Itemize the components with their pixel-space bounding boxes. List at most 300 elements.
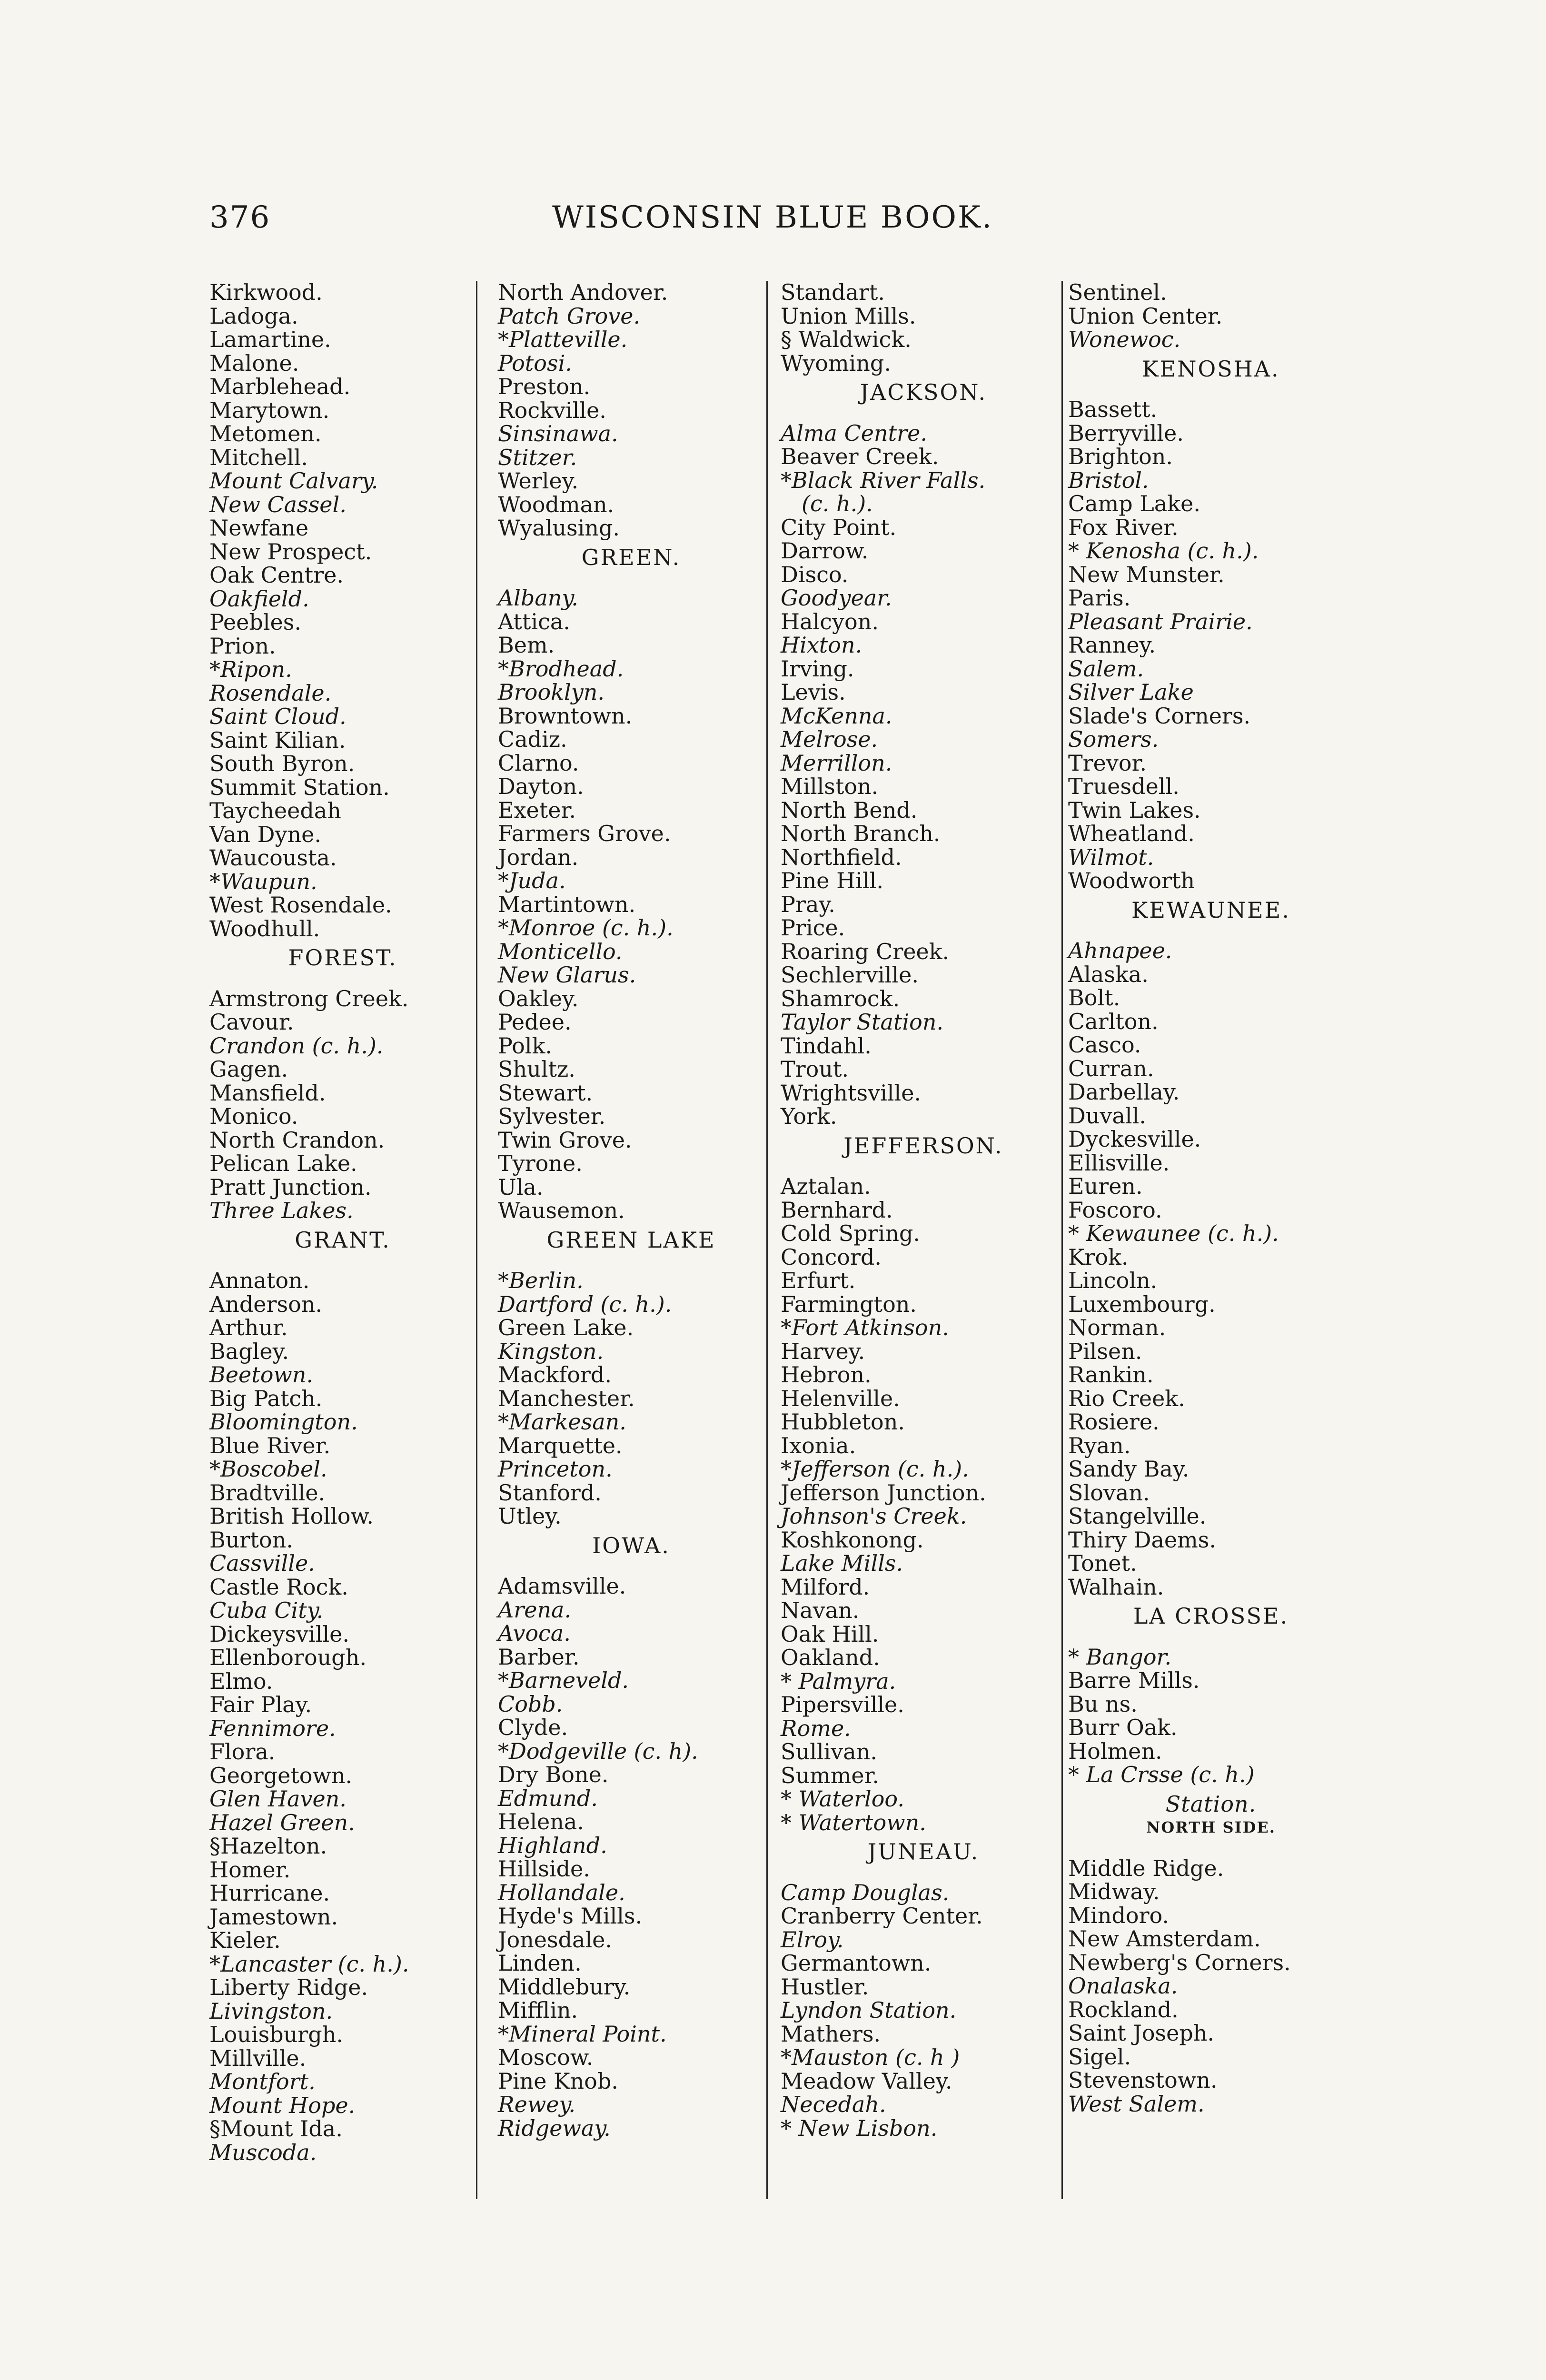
- place-entry: Berryville.: [1068, 420, 1184, 446]
- place-entry: Meadow Valley.: [781, 2068, 952, 2094]
- place-entry: Johnson's Creek.: [781, 1503, 967, 1529]
- place-entry: Tyrone.: [498, 1150, 583, 1176]
- place-entry: Halcyon.: [781, 608, 879, 635]
- place-entry: Taycheedah: [209, 798, 341, 823]
- subsection-label: NORTH SIDE.: [1146, 1818, 1276, 1836]
- place-entry: Gagen.: [209, 1056, 288, 1082]
- place-entry: *Jefferson (c. h.).: [781, 1456, 969, 1482]
- column-3: [781, 281, 1066, 2140]
- place-entry: Jonesdale.: [498, 1926, 613, 1953]
- place-entry: Cassville.: [209, 1550, 315, 1576]
- county-heading: GREEN LAKE: [546, 1227, 716, 1253]
- place-entry: Glen Haven.: [209, 1786, 347, 1812]
- place-entry: Barber.: [498, 1644, 580, 1670]
- place-entry: Euren.: [1068, 1173, 1143, 1199]
- column-2: [498, 281, 764, 2140]
- place-entry: Jordan.: [498, 844, 579, 870]
- place-entry: West Salem.: [1068, 2091, 1205, 2117]
- place-entry: Avoca.: [498, 1620, 571, 1646]
- place-entry: Holmen.: [1068, 1738, 1162, 1764]
- place-entry: Union Center.: [1068, 303, 1223, 329]
- place-entry: McKenna.: [781, 703, 892, 729]
- place-entry: Disco.: [781, 561, 849, 587]
- place-entry: Mitchell.: [209, 444, 308, 470]
- place-entry: *Dodgeville (c. h).: [498, 1738, 698, 1764]
- place-entry: Attica.: [498, 608, 570, 635]
- place-entry: Pelican Lake.: [209, 1150, 357, 1176]
- place-entry: Marytown.: [209, 397, 330, 423]
- place-entry: Dry Bone.: [498, 1762, 609, 1787]
- place-entry: Ranney.: [1068, 632, 1156, 658]
- place-entry: Lamartine.: [209, 327, 331, 352]
- place-entry: Patch Grove.: [498, 303, 641, 329]
- place-entry: Ryan.: [1068, 1432, 1131, 1458]
- subsection-heading: Station.: [1165, 1791, 1257, 1817]
- place-entry: Rankin.: [1068, 1362, 1154, 1388]
- place-entry: *Mineral Point.: [498, 2021, 667, 2047]
- place-entry: Saint Cloud.: [209, 704, 347, 729]
- place-entry: Hillside.: [498, 1856, 590, 1882]
- place-entry: Trevor.: [1068, 750, 1147, 776]
- place-entry: *Berlin.: [498, 1268, 584, 1293]
- place-entry: Lyndon Station.: [781, 1997, 957, 2023]
- place-entry: North Branch.: [781, 821, 941, 846]
- place-entry: Liberty Ridge.: [209, 1974, 368, 2000]
- place-entry: Curran.: [1068, 1055, 1154, 1081]
- place-entry: Cold Spring.: [781, 1220, 921, 1246]
- place-entry: Dartford (c. h.).: [498, 1291, 672, 1317]
- place-entry: Mount Hope.: [209, 2092, 356, 2118]
- place-entry: Green Lake.: [498, 1315, 634, 1340]
- place-entry: Polk.: [498, 1032, 552, 1059]
- place-entry: Louisburgh.: [209, 2022, 343, 2047]
- place-entry: Beetown.: [209, 1362, 314, 1388]
- place-entry: Newberg's Corners.: [1068, 1949, 1291, 1975]
- place-entry: Walhain.: [1068, 1574, 1164, 1600]
- place-entry: Princeton.: [498, 1456, 613, 1482]
- place-entry: Aztalan.: [781, 1173, 871, 1199]
- place-entry: Homer.: [209, 1856, 291, 1883]
- place-entry: Mackford.: [498, 1362, 612, 1388]
- place-entry: Krok.: [1068, 1244, 1129, 1270]
- place-entry: Muscoda.: [209, 2139, 317, 2165]
- place-entry: Cobb.: [498, 1691, 563, 1717]
- place-entry: Mifflin.: [498, 1997, 578, 2023]
- county-heading: KENOSHA.: [1142, 356, 1280, 382]
- place-entry: Ellenborough.: [209, 1645, 367, 1670]
- place-entry: Erfurt.: [781, 1268, 856, 1293]
- place-entry: Jamestown.: [209, 1904, 338, 1930]
- place-entry: Wonewoc.: [1068, 327, 1181, 352]
- place-entry: Farmers Grove.: [498, 821, 671, 846]
- place-entry: Castle Rock.: [209, 1574, 348, 1600]
- place-entry: Martintown.: [498, 891, 636, 917]
- place-entry: Oakley.: [498, 985, 579, 1012]
- place-entry: Alma Centre.: [781, 420, 927, 446]
- place-entry: Ula.: [498, 1174, 544, 1200]
- column-divider: [1061, 281, 1063, 2199]
- place-entry: Somers.: [1068, 726, 1159, 752]
- place-entry: Blue River.: [209, 1432, 331, 1458]
- place-entry: Rosiere.: [1068, 1409, 1160, 1435]
- place-entry: Mansfield.: [209, 1080, 326, 1106]
- place-entry: Waucousta.: [209, 845, 337, 871]
- place-entry: Newfane: [209, 515, 309, 541]
- place-entry: Pratt Junction.: [209, 1174, 372, 1200]
- county-heading: JUNEAU.: [867, 1839, 980, 1864]
- running-title: WISCONSIN BLUE BOOK.: [552, 200, 993, 235]
- place-entry: British Hollow.: [209, 1503, 374, 1529]
- place-entry: Sechlerville.: [781, 962, 919, 988]
- place-entry: Oak Centre.: [209, 562, 344, 588]
- place-entry: Salem.: [1068, 655, 1144, 682]
- place-entry: Rosendale.: [209, 680, 332, 706]
- place-entry: Pilsen.: [1068, 1338, 1142, 1364]
- place-entry: Trout.: [781, 1056, 849, 1082]
- place-entry: Paris.: [1068, 585, 1131, 611]
- place-entry: Navan.: [781, 1597, 860, 1623]
- column-4: [1068, 281, 1354, 2116]
- place-entry: § Waldwick.: [781, 327, 912, 352]
- place-entry: Monico.: [209, 1103, 298, 1129]
- place-entry: Georgetown.: [209, 1762, 353, 1788]
- place-entry: *Fort Atkinson.: [781, 1315, 949, 1340]
- place-entry: Marquette.: [498, 1432, 623, 1458]
- place-entry: Flora.: [209, 1739, 276, 1765]
- place-entry: Norman.: [1068, 1315, 1166, 1340]
- place-entry: * Waterloo.: [781, 1786, 904, 1812]
- place-entry: *Brodhead.: [498, 655, 624, 682]
- place-entry: Dyckesville.: [1068, 1126, 1201, 1152]
- place-entry: *Waupun.: [209, 868, 317, 894]
- place-entry: New Amsterdam.: [1068, 1926, 1261, 1952]
- place-entry: Jefferson Junction.: [781, 1479, 986, 1506]
- place-entry: Stangelville.: [1068, 1503, 1207, 1529]
- place-entry: Bolt.: [1068, 985, 1120, 1011]
- place-entry: §Hazelton.: [209, 1833, 327, 1859]
- place-entry: Cuba City.: [209, 1597, 324, 1623]
- place-entry: Linden.: [498, 1950, 582, 1976]
- place-entry: Kieler.: [209, 1927, 281, 1953]
- place-entry: (c. h.).: [802, 491, 873, 516]
- place-entry: Merrillon.: [781, 750, 892, 776]
- place-entry: Fair Play.: [209, 1692, 312, 1717]
- place-entry: Wyoming.: [781, 350, 891, 376]
- county-heading: FOREST.: [288, 945, 397, 971]
- place-entry: Exeter.: [498, 797, 576, 823]
- place-entry: Hebron.: [781, 1362, 872, 1388]
- place-entry: Rewey.: [498, 2092, 575, 2117]
- place-entry: Rockland.: [1068, 1996, 1179, 2023]
- place-entry: Hixton.: [781, 632, 862, 658]
- place-entry: Alaska.: [1068, 961, 1149, 987]
- place-entry: Wilmot.: [1068, 844, 1154, 870]
- county-heading: KEWAUNEE.: [1131, 897, 1290, 923]
- place-entry: Twin Grove.: [498, 1127, 632, 1153]
- place-entry: Livingston.: [209, 1998, 333, 2024]
- place-entry: North Bend.: [781, 797, 918, 823]
- place-entry: * New Lisbon.: [781, 2115, 938, 2141]
- place-entry: Beaver Creek.: [781, 444, 939, 469]
- place-entry: Browntown.: [498, 703, 633, 729]
- place-entry: Darbellay.: [1068, 1079, 1180, 1105]
- place-entry: Wyalusing.: [498, 515, 620, 541]
- place-entry: Ahnapee.: [1068, 938, 1172, 963]
- place-entry: York.: [781, 1103, 837, 1129]
- place-entry: Woodhull.: [209, 915, 320, 942]
- place-entry: Luxembourg.: [1068, 1291, 1216, 1317]
- place-entry: *Mauston (c. h ): [781, 2044, 960, 2070]
- place-entry: Slade's Corners.: [1068, 703, 1251, 729]
- place-entry: Ellisville.: [1068, 1150, 1170, 1176]
- place-entry: Summer.: [781, 1762, 880, 1788]
- place-entry: Camp Douglas.: [781, 1879, 950, 1905]
- place-entry: Mindoro.: [1068, 1902, 1169, 1928]
- place-entry: City Point.: [781, 514, 897, 540]
- place-entry: Bradtville.: [209, 1479, 326, 1506]
- place-entry: Oakland.: [781, 1645, 880, 1670]
- place-entry: Ridgeway.: [498, 2115, 611, 2141]
- place-entry: * Watertown.: [781, 1809, 926, 1835]
- place-entry: Thiry Daems.: [1068, 1527, 1216, 1553]
- place-entry: Mathers.: [781, 2021, 881, 2047]
- place-entry: Wrightsville.: [781, 1080, 922, 1106]
- page-number: 376: [209, 200, 271, 235]
- place-entry: Germantown.: [781, 1950, 932, 1976]
- place-entry: Bagley.: [209, 1338, 289, 1364]
- place-entry: Lake Mills.: [781, 1550, 903, 1576]
- place-entry: Helena.: [498, 1809, 584, 1835]
- place-entry: Oakfield.: [209, 585, 309, 612]
- place-entry: Fennimore.: [209, 1715, 336, 1741]
- place-entry: Irving.: [781, 655, 854, 682]
- place-entry: Utley.: [498, 1503, 562, 1529]
- place-entry: Melrose.: [781, 726, 878, 752]
- place-entry: Millston.: [781, 774, 879, 799]
- place-entry: Taylor Station.: [781, 1009, 944, 1035]
- place-entry: Kingston.: [498, 1338, 604, 1364]
- place-entry: Farmington.: [781, 1291, 917, 1317]
- place-entry: New Prospect.: [209, 538, 372, 565]
- place-entry: Bristol.: [1068, 467, 1149, 493]
- place-entry: Price.: [781, 915, 845, 941]
- place-entry: *Black River Falls.: [781, 467, 986, 493]
- place-entry: Saint Kilian.: [209, 727, 346, 753]
- place-entry: * La Crsse (c. h.): [1068, 1762, 1255, 1787]
- place-entry: *Lancaster (c. h.).: [209, 1951, 409, 1977]
- place-entry: Pipersville.: [781, 1692, 904, 1717]
- place-entry: Adamsville.: [498, 1573, 626, 1599]
- place-entry: Stevenstown.: [1068, 2067, 1218, 2093]
- column-divider: [766, 281, 768, 2199]
- place-entry: Werley.: [498, 468, 579, 494]
- place-entry: * Bangor.: [1068, 1644, 1172, 1670]
- place-entry: Preston.: [498, 374, 591, 399]
- place-entry: Midway.: [1068, 1879, 1160, 1904]
- place-entry: Crandon (c. h.).: [209, 1032, 384, 1059]
- county-heading: GRANT.: [295, 1227, 391, 1253]
- place-entry: Shultz.: [498, 1056, 575, 1082]
- place-entry: Prion.: [209, 633, 276, 659]
- county-heading: JEFFERSON.: [843, 1132, 1003, 1159]
- place-entry: Hurricane.: [209, 1880, 330, 1906]
- place-entry: Kirkwood.: [209, 279, 323, 305]
- place-entry: Cavour.: [209, 1009, 294, 1035]
- place-entry: Pine Knob.: [498, 2068, 618, 2094]
- place-entry: Arthur.: [209, 1315, 288, 1340]
- county-heading: GREEN.: [581, 544, 681, 570]
- place-entry: Potosi.: [498, 350, 572, 376]
- place-entry: Van Dyne.: [209, 821, 322, 847]
- place-entry: Saint Joseph.: [1068, 2020, 1215, 2046]
- place-entry: Concord.: [781, 1244, 882, 1270]
- place-entry: Albany.: [498, 585, 578, 611]
- place-entry: Cadiz.: [498, 726, 567, 752]
- place-entry: Cranberry Center.: [781, 1903, 983, 1929]
- place-entry: Pine Hill.: [781, 868, 884, 893]
- place-entry: Moscow.: [498, 2044, 594, 2070]
- place-entry: Bernhard.: [781, 1197, 893, 1223]
- place-entry: Anderson.: [209, 1291, 323, 1317]
- place-entry: Casco.: [1068, 1032, 1141, 1058]
- place-entry: Stewart.: [498, 1080, 593, 1106]
- place-entry: *Juda.: [498, 868, 566, 893]
- place-entry: New Munster.: [1068, 561, 1225, 587]
- place-entry: Union Mills.: [781, 303, 916, 329]
- page-header: [209, 190, 1066, 248]
- place-entry: Dickeysville.: [209, 1621, 350, 1647]
- place-entry: Rome.: [781, 1715, 851, 1741]
- place-entry: Monticello.: [498, 938, 623, 964]
- place-entry: Tonet.: [1068, 1550, 1137, 1576]
- place-entry: Dayton.: [498, 774, 584, 799]
- place-entry: Hustler.: [781, 1973, 869, 2000]
- place-entry: Middlebury.: [498, 1973, 631, 2000]
- place-entry: Milford.: [781, 1574, 870, 1600]
- place-entry: Clyde.: [498, 1715, 568, 1740]
- place-entry: Armstrong Creek.: [209, 985, 409, 1012]
- place-entry: Stitzer.: [498, 444, 577, 470]
- place-entry: Levis.: [781, 679, 846, 705]
- place-entry: *Platteville.: [498, 327, 628, 352]
- place-entry: Lincoln.: [1068, 1268, 1158, 1293]
- place-entry: Middle Ridge.: [1068, 1855, 1224, 1881]
- place-entry: Big Patch.: [209, 1385, 323, 1411]
- place-entry: Hyde's Mills.: [498, 1903, 643, 1929]
- place-entry: Darrow.: [781, 538, 869, 564]
- place-entry: Slovan.: [1068, 1479, 1150, 1506]
- place-entry: Pedee.: [498, 1009, 572, 1035]
- place-entry: Onalaska.: [1068, 1973, 1178, 1999]
- place-entry: New Cassel.: [209, 491, 347, 517]
- place-entry: Oak Hill.: [781, 1621, 879, 1647]
- place-entry: Manchester.: [498, 1385, 635, 1411]
- place-entry: Wheatland.: [1068, 821, 1195, 846]
- place-entry: Hollandale.: [498, 1879, 625, 1905]
- place-entry: *Barneveld.: [498, 1667, 629, 1693]
- place-entry: Stanford.: [498, 1479, 602, 1506]
- place-entry: Arena.: [498, 1597, 572, 1623]
- county-heading: IOWA.: [592, 1532, 670, 1558]
- place-entry: Sentinel.: [1068, 279, 1167, 305]
- place-entry: *Boscobel.: [209, 1456, 327, 1482]
- place-entry: §Mount Ida.: [209, 2116, 343, 2142]
- column-1: [209, 281, 476, 2164]
- place-entry: Marblehead.: [209, 374, 351, 399]
- place-entry: Bloomington.: [209, 1409, 358, 1435]
- place-entry: Metomen.: [209, 421, 322, 446]
- place-entry: Tindahl.: [781, 1032, 872, 1059]
- county-heading: LA CROSSE.: [1133, 1603, 1289, 1629]
- place-entry: South Byron.: [209, 751, 355, 776]
- place-entry: Elroy.: [781, 1926, 844, 1953]
- place-entry: Carlton.: [1068, 1008, 1159, 1034]
- place-entry: Goodyear.: [781, 585, 892, 611]
- place-entry: Peebles.: [209, 609, 301, 635]
- place-entry: Pleasant Prairie.: [1068, 608, 1253, 635]
- place-entry: Clarno.: [498, 750, 579, 776]
- column-divider: [476, 281, 477, 2199]
- place-entry: Sinsinawa.: [498, 421, 618, 446]
- place-entry: Helenville.: [781, 1385, 900, 1411]
- place-entry: Montfort.: [209, 2069, 316, 2094]
- place-entry: * Kewaunee (c. h.).: [1068, 1220, 1279, 1246]
- place-entry: Woodman.: [498, 491, 614, 517]
- place-entry: Millville.: [209, 2045, 307, 2071]
- place-entry: Annaton.: [209, 1268, 310, 1293]
- place-entry: Truesdell.: [1068, 774, 1179, 799]
- place-entry: Edmund.: [498, 1785, 598, 1811]
- place-entry: Necedah.: [781, 2092, 886, 2117]
- place-entry: Silver Lake: [1068, 679, 1194, 705]
- place-entry: Sylvester.: [498, 1103, 606, 1129]
- place-entry: Highland.: [498, 1832, 607, 1858]
- place-entry: Elmo.: [209, 1668, 273, 1694]
- place-entry: Harvey.: [781, 1338, 865, 1364]
- place-entry: New Glarus.: [498, 962, 636, 988]
- place-entry: Rockville.: [498, 397, 606, 423]
- place-entry: Brighton.: [1068, 444, 1173, 469]
- place-entry: Mount Calvary.: [209, 468, 378, 494]
- place-entry: Foscoro.: [1068, 1197, 1162, 1223]
- place-entry: Barre Mills.: [1068, 1667, 1200, 1693]
- place-entry: Shamrock.: [781, 985, 900, 1012]
- place-entry: Camp Lake.: [1068, 491, 1200, 516]
- place-entry: *Ripon.: [209, 656, 292, 682]
- place-entry: Hazel Green.: [209, 1809, 355, 1835]
- place-entry: *Monroe (c. h.).: [498, 915, 674, 941]
- place-entry: * Palmyra.: [781, 1668, 896, 1694]
- place-entry: Woodworth: [1068, 868, 1195, 893]
- place-entry: Summit Station.: [209, 774, 390, 800]
- county-heading: JACKSON.: [860, 379, 987, 405]
- place-entry: Three Lakes.: [209, 1198, 354, 1223]
- place-entry: Rio Creek.: [1068, 1385, 1185, 1411]
- place-entry: Duvall.: [1068, 1102, 1146, 1129]
- place-entry: Wausemon.: [498, 1198, 625, 1223]
- place-entry: North Crandon.: [209, 1127, 385, 1153]
- place-entry: Fox River.: [1068, 514, 1179, 540]
- place-entry: Bem.: [498, 632, 555, 658]
- place-entry: Malone.: [209, 350, 299, 376]
- place-entry: Bassett.: [1068, 397, 1158, 422]
- place-entry: Sigel.: [1068, 2043, 1131, 2070]
- place-entry: West Rosendale.: [209, 892, 392, 918]
- place-entry: Sandy Bay.: [1068, 1456, 1189, 1482]
- place-entry: Sullivan.: [781, 1739, 877, 1765]
- place-entry: Roaring Creek.: [781, 938, 950, 964]
- place-entry: Ladoga.: [209, 303, 298, 329]
